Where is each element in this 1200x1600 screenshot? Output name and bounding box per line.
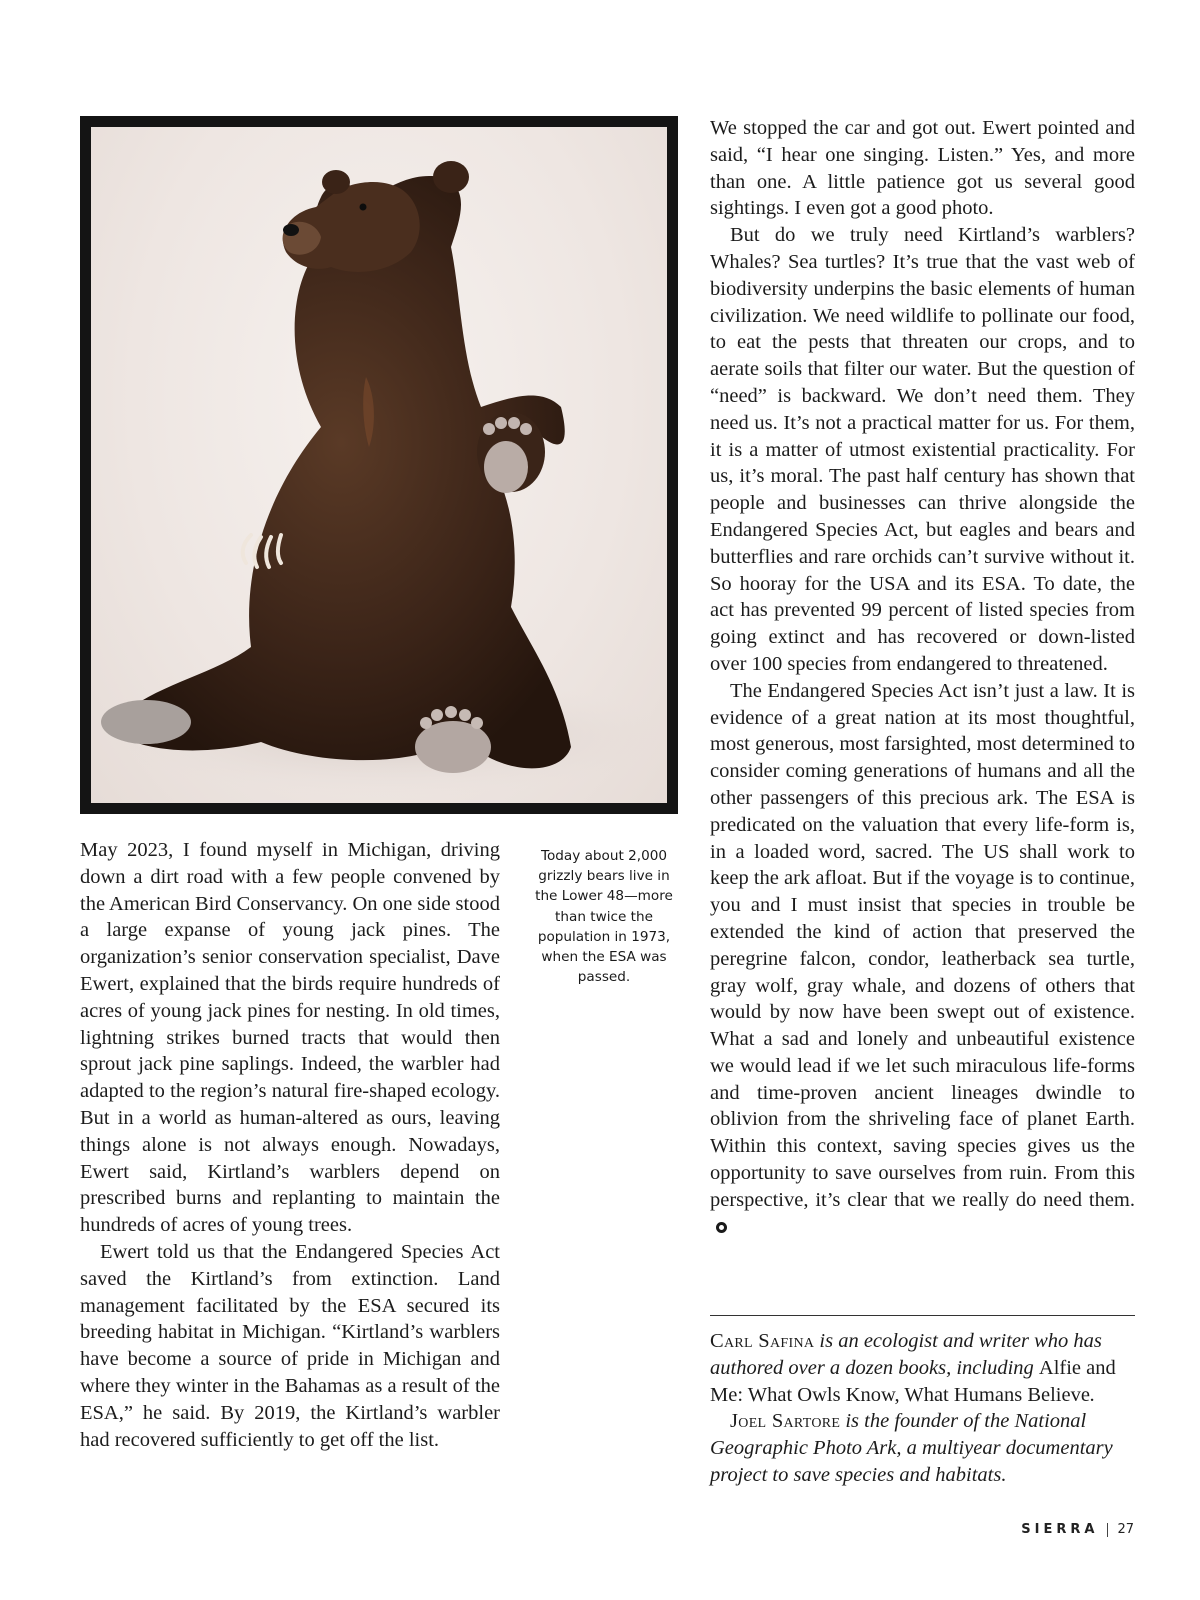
photo-frame: [80, 116, 678, 814]
bio-carl-safina: [710, 1328, 1135, 1408]
paragraph-final: [710, 678, 1135, 1241]
bear-ear-right: [433, 161, 469, 193]
bio-end: .: [1089, 1383, 1096, 1406]
paragraph: Ewert told us that the Endangered Species Act saved the Kirtland’s from extinction. Land management facilitated by the ESA secured its breeding habitat in Michigan. “Kirtland’s warblers have become a source of pride in Michigan and where they winter in the Bahamas as a result of the ESA,” he said. By 2019, the Kirtland’s warbler had recovered sufficiently to get off the list.: [80, 1240, 500, 1451]
page-number: 27: [1117, 1522, 1134, 1537]
bear-eye: [360, 204, 367, 211]
bio-divider: [710, 1315, 1135, 1316]
bio-joel-sartore: [710, 1408, 1135, 1488]
paragraph: May 2023, I found myself in Michigan, driving down a dirt road with a few people convened by the American Bird Conservancy. On one side stood a large expanse of young jack pines. The organization’s senior conservation specialist, Dave Ewert, explained that the birds require hundreds of acres of young jack pines for nesting. In old times, lightning strikes burned tracts that would then sprout jack pine saplings. Indeed, the warbler had adapted to the region’s natural fire-shaped ecology. But in a world as human-altered as ours, leaving things alone is not always enough. Nowadays, Ewert said, Kirtland’s warblers depend on prescribed burns and replanting to maintain the hundreds of acres of young trees.: [80, 839, 500, 1237]
author-name: Carl Safina: [710, 1330, 815, 1352]
author-bios: [710, 1328, 1135, 1489]
bio-text: is an ecologist and writer who has authored over a dozen books, including: [710, 1330, 1102, 1379]
grizzly-bear-photo: [91, 127, 667, 803]
photo-caption: Today about 2,000 grizzly bears live in the Lower 48—more than twice the population in 1973, when the ESA was passed.: [535, 848, 673, 986]
page-footer: [1021, 1522, 1134, 1537]
magazine-name: SIERRA: [1021, 1522, 1099, 1537]
paragraph-text: The Endangered Species Act isn’t just a law. It is evidence of a great nation at its most thoughtful, most generous, most farsighted, most determined to consider coming generations of humans and all the other passengers of this precious ark. The ESA is predicated on the valuation that every life-form is, in a loaded word, sacred. The US shall work to keep the ark afloat. But if the voyage is to continue, you and I must insist that species in trouble be extended the kind of action that preserved the peregrine falcon, condor, leatherback sea turtle, gray wolf, gray whale, and dozens of others that would by now have been swept out of existence. What a sad and lonely and unbeautiful existence we would lead if we let such miraculous life-forms and time-proven ancient lineages dwindle to oblivion from the shriveling face of planet Earth. Within this context, saving species gives us the opportunity to save ourselves from ruin. From this perspective, it’s clear that we really do need them.: [710, 679, 1135, 1211]
author-name: Joel Sartore: [730, 1410, 841, 1433]
paragraph: But do we truly need Kirtland’s warblers? Whales? Sea turtles? It’s true that the vast web of biodiversity underpins the basic elements of human civilization. We need wildlife to pollinate our food, to eat the pests that threaten our crops, and to aerate soils that filter our water. But the question of “need” is backward. We don’t need them. They need us. It’s not a practical matter for us. For them, it is a matter of utmost existential practicality. For us, it’s moral. The past half century has shown that people and businesses can thrive alongside the Endangered Species Act, but eagles and bears and butterflies and rare orchids can’t survive without it. So hooray for the USA and its ESA. To date, the act has prevented 99 percent of listed species from going extinct and has recovered or down-listed over 100 species from endangered to threatened.: [710, 224, 1135, 675]
bear-nose: [283, 224, 299, 236]
bear-illustration: [91, 127, 667, 803]
bear-ear-left: [322, 170, 350, 194]
article-column-left: [80, 837, 500, 1453]
article-column-right: [710, 115, 1135, 1240]
bear-left-foot: [101, 700, 191, 744]
footer-separator: [1107, 1523, 1108, 1537]
bio-text: is the founder of the National Geographic Photo Ark, a multiyear documentary project to save species and habitats.: [710, 1410, 1113, 1486]
book-title: Alfie and Me: What Owls Know, What Humans Believe: [710, 1356, 1116, 1406]
paragraph: We stopped the car and got out. Ewert pointed and said, “I hear one singing. Listen.” Yes, and more than one. A little patience got us several good sightings. I even got a good photo.: [710, 117, 1135, 220]
end-mark-icon: [716, 1222, 727, 1233]
